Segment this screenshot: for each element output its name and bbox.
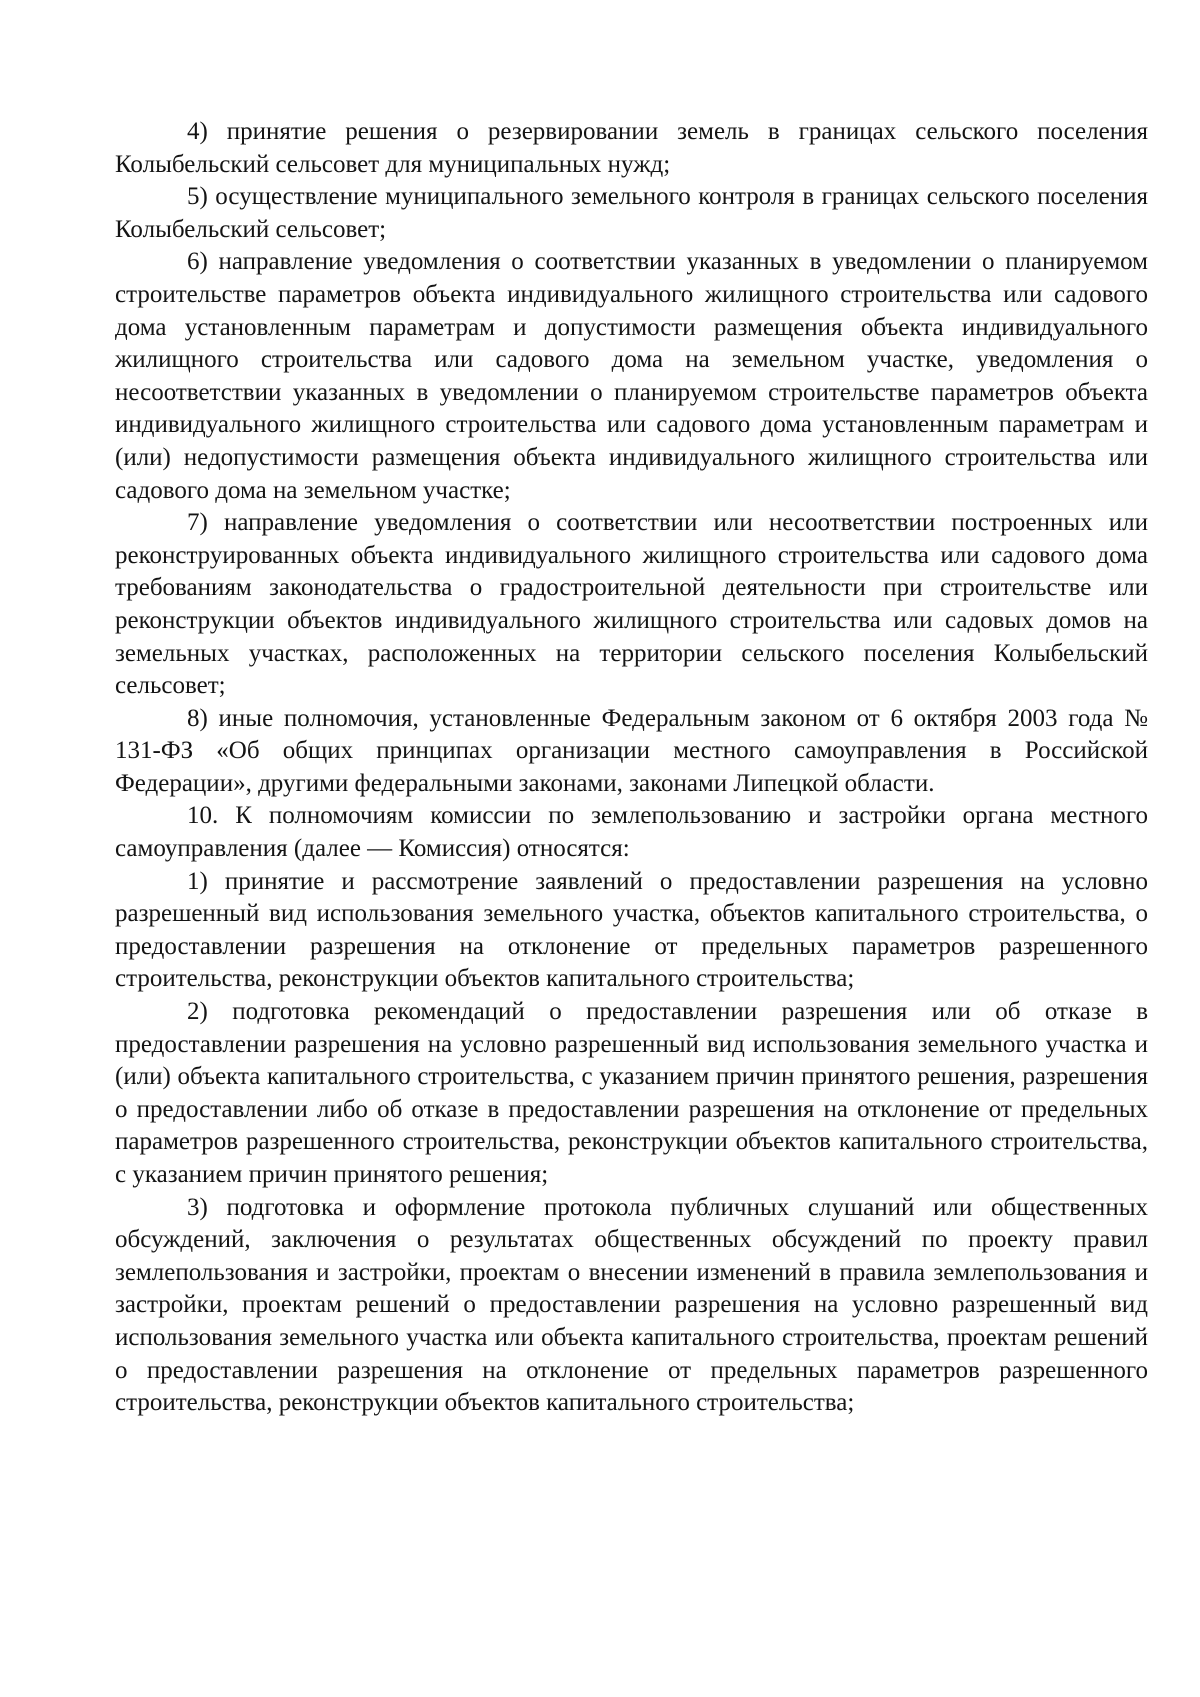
paragraph-item-4: 4) принятие решения о резервировании земель в границах сельского поселения Колыбельский сельсовет для муниципальных нужд; bbox=[115, 118, 1148, 178]
paragraph-item-5: 5) осуществление муниципального земельного контроля в границах сельского поселения Колыбельский сельсовет; bbox=[115, 183, 1148, 243]
paragraph-item-8: 8) иные полномочия, установленные Федеральным законом от 6 октября 2003 года № 131-ФЗ «Об общих принципах организации местного самоуправления в Российской Федерации», другими федеральными законами, законами Липецкой области. bbox=[115, 704, 1148, 797]
paragraph-commission-item-1: 1) принятие и рассмотрение заявлений о предоставлении разрешения на условно разрешенный вид использования земельного участка, объектов капитального строительства, о предоставлении разрешения на отклонение от предельных параметров разрешенного строительства, реконструкции объектов капитального строительства; bbox=[115, 867, 1148, 993]
paragraph-commission-item-2: 2) подготовка рекомендаций о предоставлении разрешения или об отказе в предоставлении разрешения на условно разрешенный вид использования земельного участка и (или) объекта капитального строительства, с указанием причин принятого решения, разрешения о предоставлении либо об отказе в предоставлении разрешения на отклонение от предельных параметров разрешенного строительства, реконструкции объектов капитального строительства, с указанием причин принятого решения; bbox=[115, 998, 1148, 1188]
paragraph-commission-item-3: 3) подготовка и оформление протокола публичных слушаний или общественных обсуждений, заключения о результатах общественных обсуждений по проекту правил землепользования и застройки, проектам о внесении изменений в правила землепользования и застройки, проектам решений о предоставлении разрешения на условно разрешенный вид использования земельного участка или объекта капитального строительства, проектам решений о предоставлении разрешения на отклонение от предельных параметров разрешенного строительства, реконструкции объектов капитального строительства; bbox=[115, 1193, 1148, 1417]
paragraph-item-6: 6) направление уведомления о соответствии указанных в уведомлении о планируемом строительстве параметров объекта индивидуального жилищного строительства или садового дома установленным параметрам и допустимости размещения объекта индивидуального жилищного строительства или садового дома на земельном участке, уведомления о несоответствии указанных в уведомлении о планируемом строительстве параметров объекта индивидуального жилищного строительства или садового дома установленным параметрам и (или) недопустимости размещения объекта индивидуального жилищного строительства или садового дома на земельном участке; bbox=[115, 248, 1148, 504]
paragraph-section-10: 10. К полномочиям комиссии по землепользованию и застройки органа местного самоуправления (далее — Комиссия) относятся: bbox=[115, 802, 1148, 863]
document-page bbox=[115, 116, 1148, 1420]
paragraph-item-7: 7) направление уведомления о соответствии или несоответствии построенных или реконструированных объекта индивидуального жилищного строительства или садового дома требованиям законодательства о градостроительной деятельности при строительстве или реконструкции объектов индивидуального жилищного строительства или садовых домов на земельных участках, расположенных на территории сельского поселения Колыбельский сельсовет; bbox=[115, 509, 1148, 700]
